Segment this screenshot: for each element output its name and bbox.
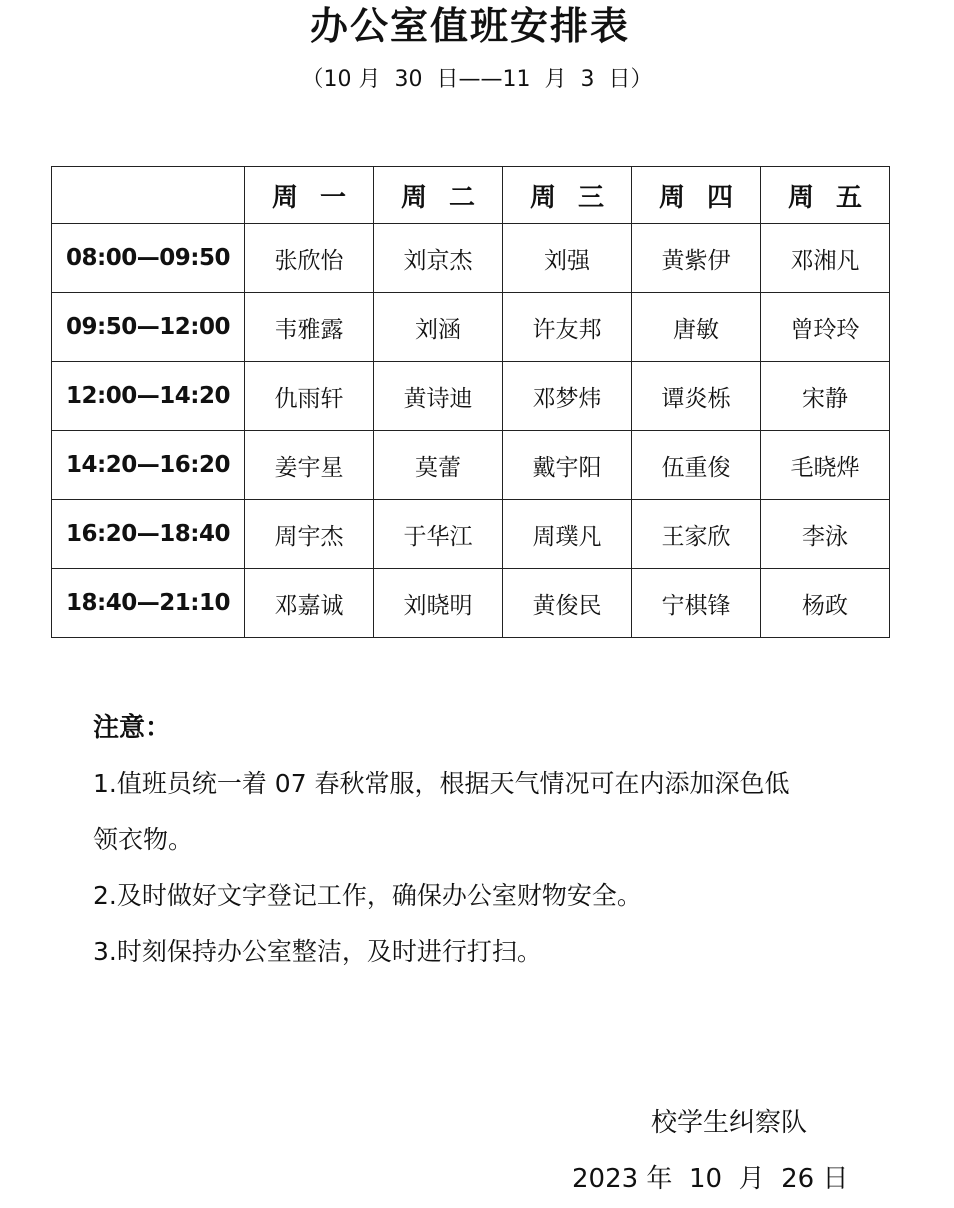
table-row (52, 362, 890, 431)
table-row (52, 500, 890, 569)
time-slot-cell: 12:00—14:20 (52, 362, 245, 431)
duty-name-cell: 毛晓烨 (761, 431, 890, 500)
duty-name-cell: 邓梦炜 (503, 362, 632, 431)
duty-name-cell: 周宇杰 (245, 500, 374, 569)
issuing-organization: 校学生纠察队 (651, 1108, 808, 1138)
time-slot-cell: 08:00—09:50 (52, 224, 245, 293)
issue-date: 2023 年 10 月 26 日 (572, 1164, 849, 1194)
duty-name-cell: 刘强 (503, 224, 632, 293)
header-day-label: 周五 (787, 182, 884, 213)
table-header-row (52, 167, 890, 224)
date-range-subtitle: （10 月 30 日——11 月 3 日） (301, 67, 653, 92)
header-day-thursday (632, 167, 761, 224)
note-item: 2.及时做好文字登记工作，确保办公室财物安全。 (93, 881, 642, 910)
header-day-monday (245, 167, 374, 224)
duty-name-cell: 宁棋锋 (632, 569, 761, 638)
duty-name-cell: 于华江 (374, 500, 503, 569)
time-slot-cell: 18:40—21:10 (52, 569, 245, 638)
notes-section (93, 700, 863, 980)
table-row (52, 431, 890, 500)
duty-name-cell: 刘涵 (374, 293, 503, 362)
header-day-wednesday (503, 167, 632, 224)
duty-name-cell: 伍重俊 (632, 431, 761, 500)
duty-name-cell: 王家欣 (632, 500, 761, 569)
duty-name-cell: 李泳 (761, 500, 890, 569)
duty-name-cell: 邓湘凡 (761, 224, 890, 293)
duty-name-cell: 杨政 (761, 569, 890, 638)
page-title: 办公室值班安排表 (309, 4, 630, 48)
time-slot-cell: 14:20—16:20 (52, 431, 245, 500)
table-row (52, 293, 890, 362)
duty-schedule-table (51, 166, 890, 638)
duty-name-cell: 姜宇星 (245, 431, 374, 500)
duty-name-cell: 许友邦 (503, 293, 632, 362)
duty-name-cell: 唐敏 (632, 293, 761, 362)
note-item: 1.值班员统一着 07 春秋常服，根据天气情况可在内添加深色低 (93, 769, 790, 798)
duty-name-cell: 周璞凡 (503, 500, 632, 569)
duty-name-cell: 韦雅露 (245, 293, 374, 362)
duty-name-cell: 黄紫伊 (632, 224, 761, 293)
duty-name-cell: 黄诗迪 (374, 362, 503, 431)
duty-name-cell: 曾玲玲 (761, 293, 890, 362)
header-corner-cell (52, 167, 245, 224)
duty-name-cell: 张欣怡 (245, 224, 374, 293)
note-item: 3.时刻保持办公室整洁，及时进行打扫。 (93, 937, 542, 966)
header-day-label: 周三 (529, 182, 626, 213)
note-item: 领衣物。 (93, 825, 194, 854)
duty-name-cell: 宋静 (761, 362, 890, 431)
table-row (52, 224, 890, 293)
header-day-label: 周二 (400, 182, 497, 213)
notes-heading: 注意： (93, 713, 172, 743)
duty-name-cell: 刘京杰 (374, 224, 503, 293)
duty-name-cell: 戴宇阳 (503, 431, 632, 500)
duty-name-cell: 仇雨轩 (245, 362, 374, 431)
duty-name-cell: 邓嘉诚 (245, 569, 374, 638)
duty-name-cell: 黄俊民 (503, 569, 632, 638)
header-day-label: 周四 (658, 182, 755, 213)
header-day-label: 周一 (271, 182, 368, 213)
duty-name-cell: 刘晓明 (374, 569, 503, 638)
header-day-tuesday (374, 167, 503, 224)
time-slot-cell: 09:50—12:00 (52, 293, 245, 362)
header-day-friday (761, 167, 890, 224)
time-slot-cell: 16:20—18:40 (52, 500, 245, 569)
table-row (52, 569, 890, 638)
duty-name-cell: 莫蕾 (374, 431, 503, 500)
duty-name-cell: 谭炎栎 (632, 362, 761, 431)
